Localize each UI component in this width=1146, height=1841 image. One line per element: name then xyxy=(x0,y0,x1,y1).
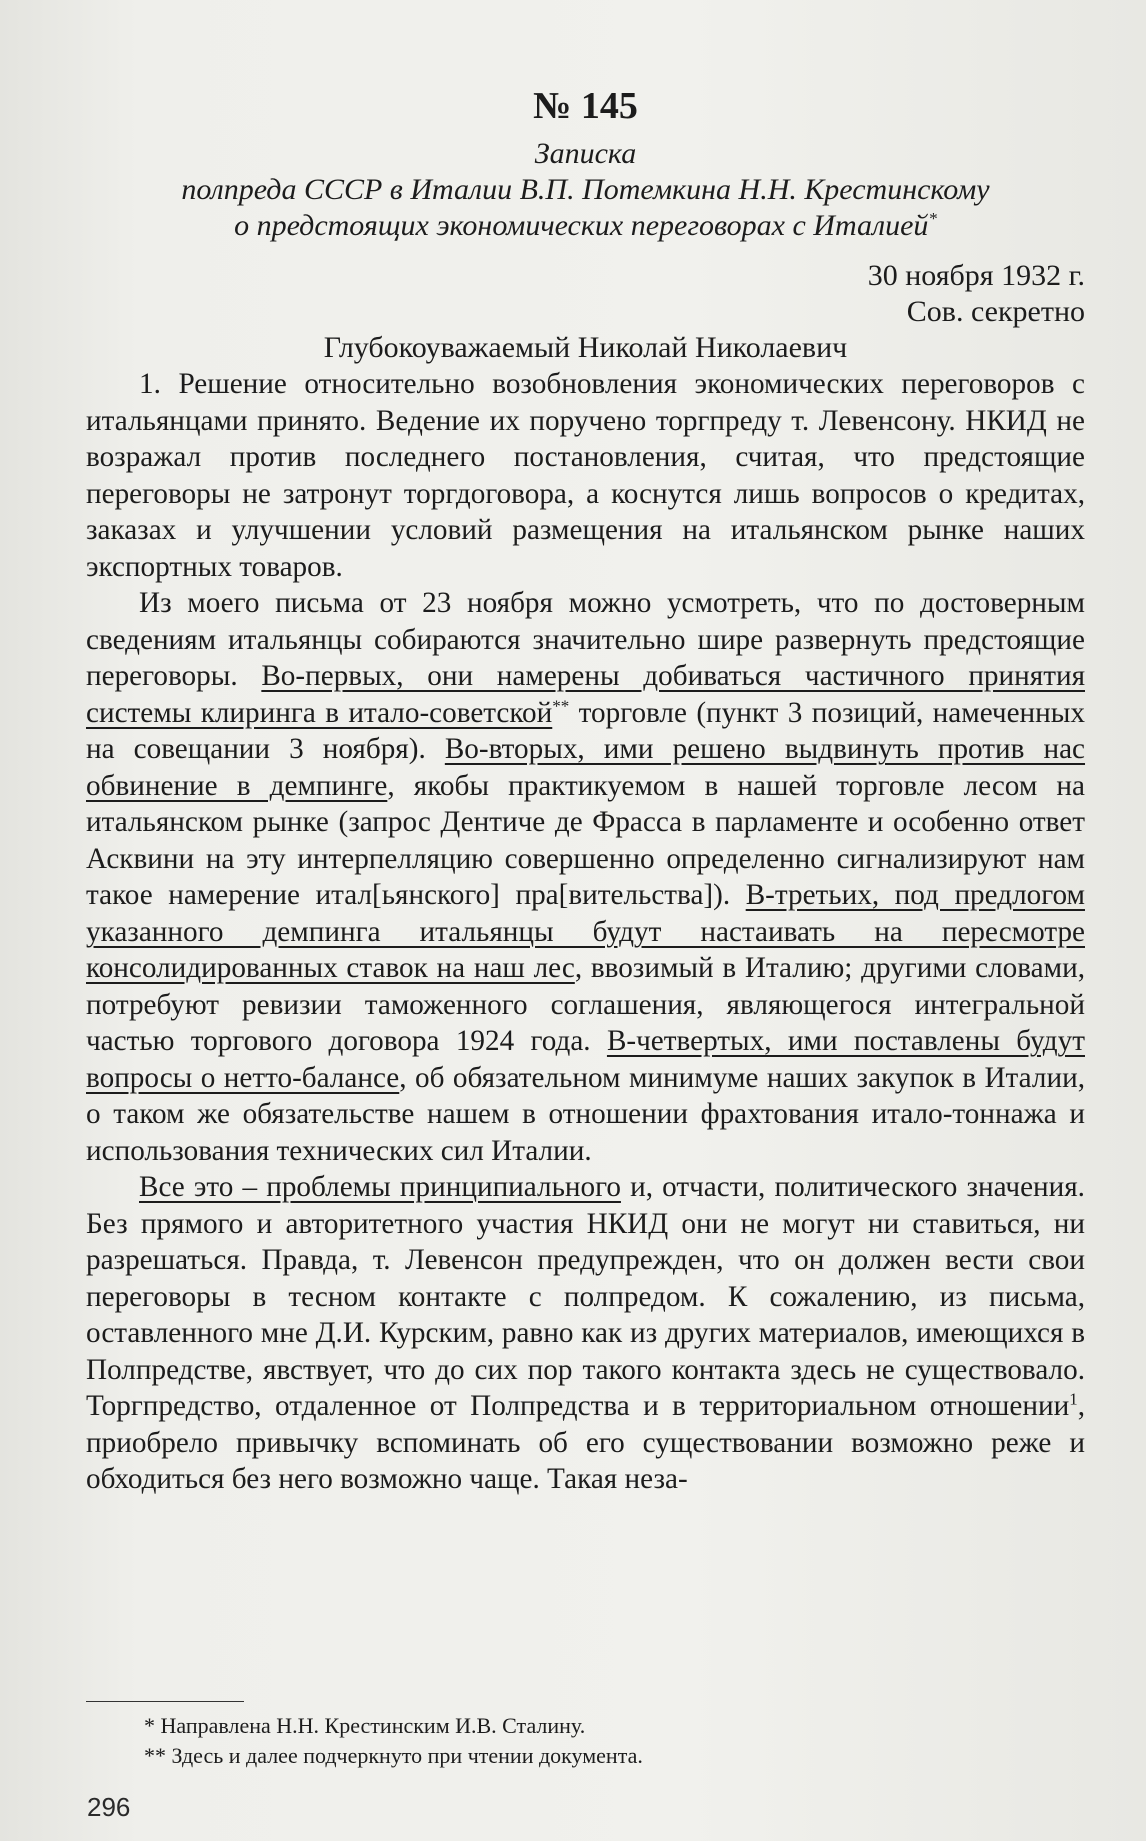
paragraph-3 xyxy=(86,1169,1085,1498)
document-body xyxy=(86,82,1085,1498)
classification-stamp: Сов. секретно xyxy=(906,295,1085,328)
footnote-mark: ** xyxy=(552,695,570,715)
footnote-mark: 1 xyxy=(1069,1389,1078,1409)
document-date: 30 ноября 1932 г. xyxy=(867,259,1085,292)
text-run: , приобрело привычку вспоминать об его существовании возможно реже и обходиться без него возможно чаще. Такая неза- xyxy=(86,1390,1085,1495)
salutation: Глубокоуважаемый Николай Николаевич xyxy=(323,331,848,364)
page-number: 296 xyxy=(87,1792,131,1822)
paragraph-1: 1. Решение относительно возобновления экономических переговоров с итальянцами принято. Ведение их поручено торгпреду т. Левенсону. НКИД не возражал против последнего постановления, считая, что предстоящие переговоры не затронут торгдоговора, а коснутся лишь вопросов о кредитах, заказах и улучшении условий размещения на итальянском рынке наших экспортных товаров. xyxy=(86,368,1085,583)
underlined-text: Все это – проблемы принципиального xyxy=(139,1171,621,1203)
document-type: Записка xyxy=(534,137,637,170)
text-run: Из моего письма от 23 ноября можно усмотреть, что по достоверным сведениям итальянцы собираются значительно шире развернуть предстоящие переговоры. xyxy=(86,587,1085,692)
underlined-text: В-третьих, под предлогом указанного демпинга итальянцы будут настаивать на пересмотре консолидированных ставок на наш лес xyxy=(86,879,1085,984)
description-text: о предстоящих экономических переговорах с Италией xyxy=(234,209,929,242)
footnote-divider xyxy=(86,1701,244,1702)
underlined-text: Во-первых, они намерены добиваться частичного принятия системы клиринга в итало-советской xyxy=(86,660,1085,729)
description-line-2 xyxy=(86,208,1085,244)
footnote-mark: * xyxy=(928,209,937,228)
underlined-text: Во-вторых, ими решено выдвинуть против нас обвинение в демпинге xyxy=(86,733,1086,802)
document-number: № 145 xyxy=(533,85,638,127)
footnote-1: * Направлена Н.Н. Крестинским И.В. Сталину. xyxy=(144,1713,586,1738)
text-run: , ввозимый в Италию; другими словами, потребуют ревизии таможенного соглашения, являющегося интегральной частью торгового договора 1924 года. xyxy=(86,952,1085,1057)
underlined-text: В-четвертых, ими поставлены будут вопросы о нетто-балансе xyxy=(86,1025,1085,1094)
text-run: торговле (пункт 3 позиций, намеченных на совещании 3 ноября). xyxy=(86,696,1086,765)
description-line-1: полпреда СССР в Италии В.П. Потемкина Н.Н. Крестинскому xyxy=(181,173,990,206)
text-run: , якобы практикуемом в нашей торговле лесом на итальянском рынке (запрос Дентиче де Фрасса в парламенте и особенно ответ Асквини на эту интерпелляцию совершенно определенно сигнализируют нам такое намерение итал[ьянского] пра[вительства]). xyxy=(86,769,1085,911)
paragraph-2 xyxy=(86,585,1085,1169)
text-run: и, отчасти, политического значения. Без прямого и авторитетного участия НКИД они не могут ни ставиться, ни разрешаться. Правда, т. Левенсон предупрежден, что он должен вести свои переговоры в тесном контакте с полпредом. К сожалению, из письма, оставленного мне Д.И. Курским, равно как из других материалов, имеющихся в Полпредстве, явствует, что до сих пор такого контакта здесь не существовало. Торгпредство, отдаленное от Полпредства и в территориальном отношении xyxy=(86,1171,1085,1422)
document-description xyxy=(86,172,1085,244)
footnote-2: ** Здесь и далее подчеркнуто при чтении документа. xyxy=(144,1743,643,1768)
text-run: , об обязательном минимуме наших закупок в Италии, о таком же обязательстве нашем в отношении фрахтования итало-тоннажа и использования технических сил Италии. xyxy=(86,1061,1085,1167)
